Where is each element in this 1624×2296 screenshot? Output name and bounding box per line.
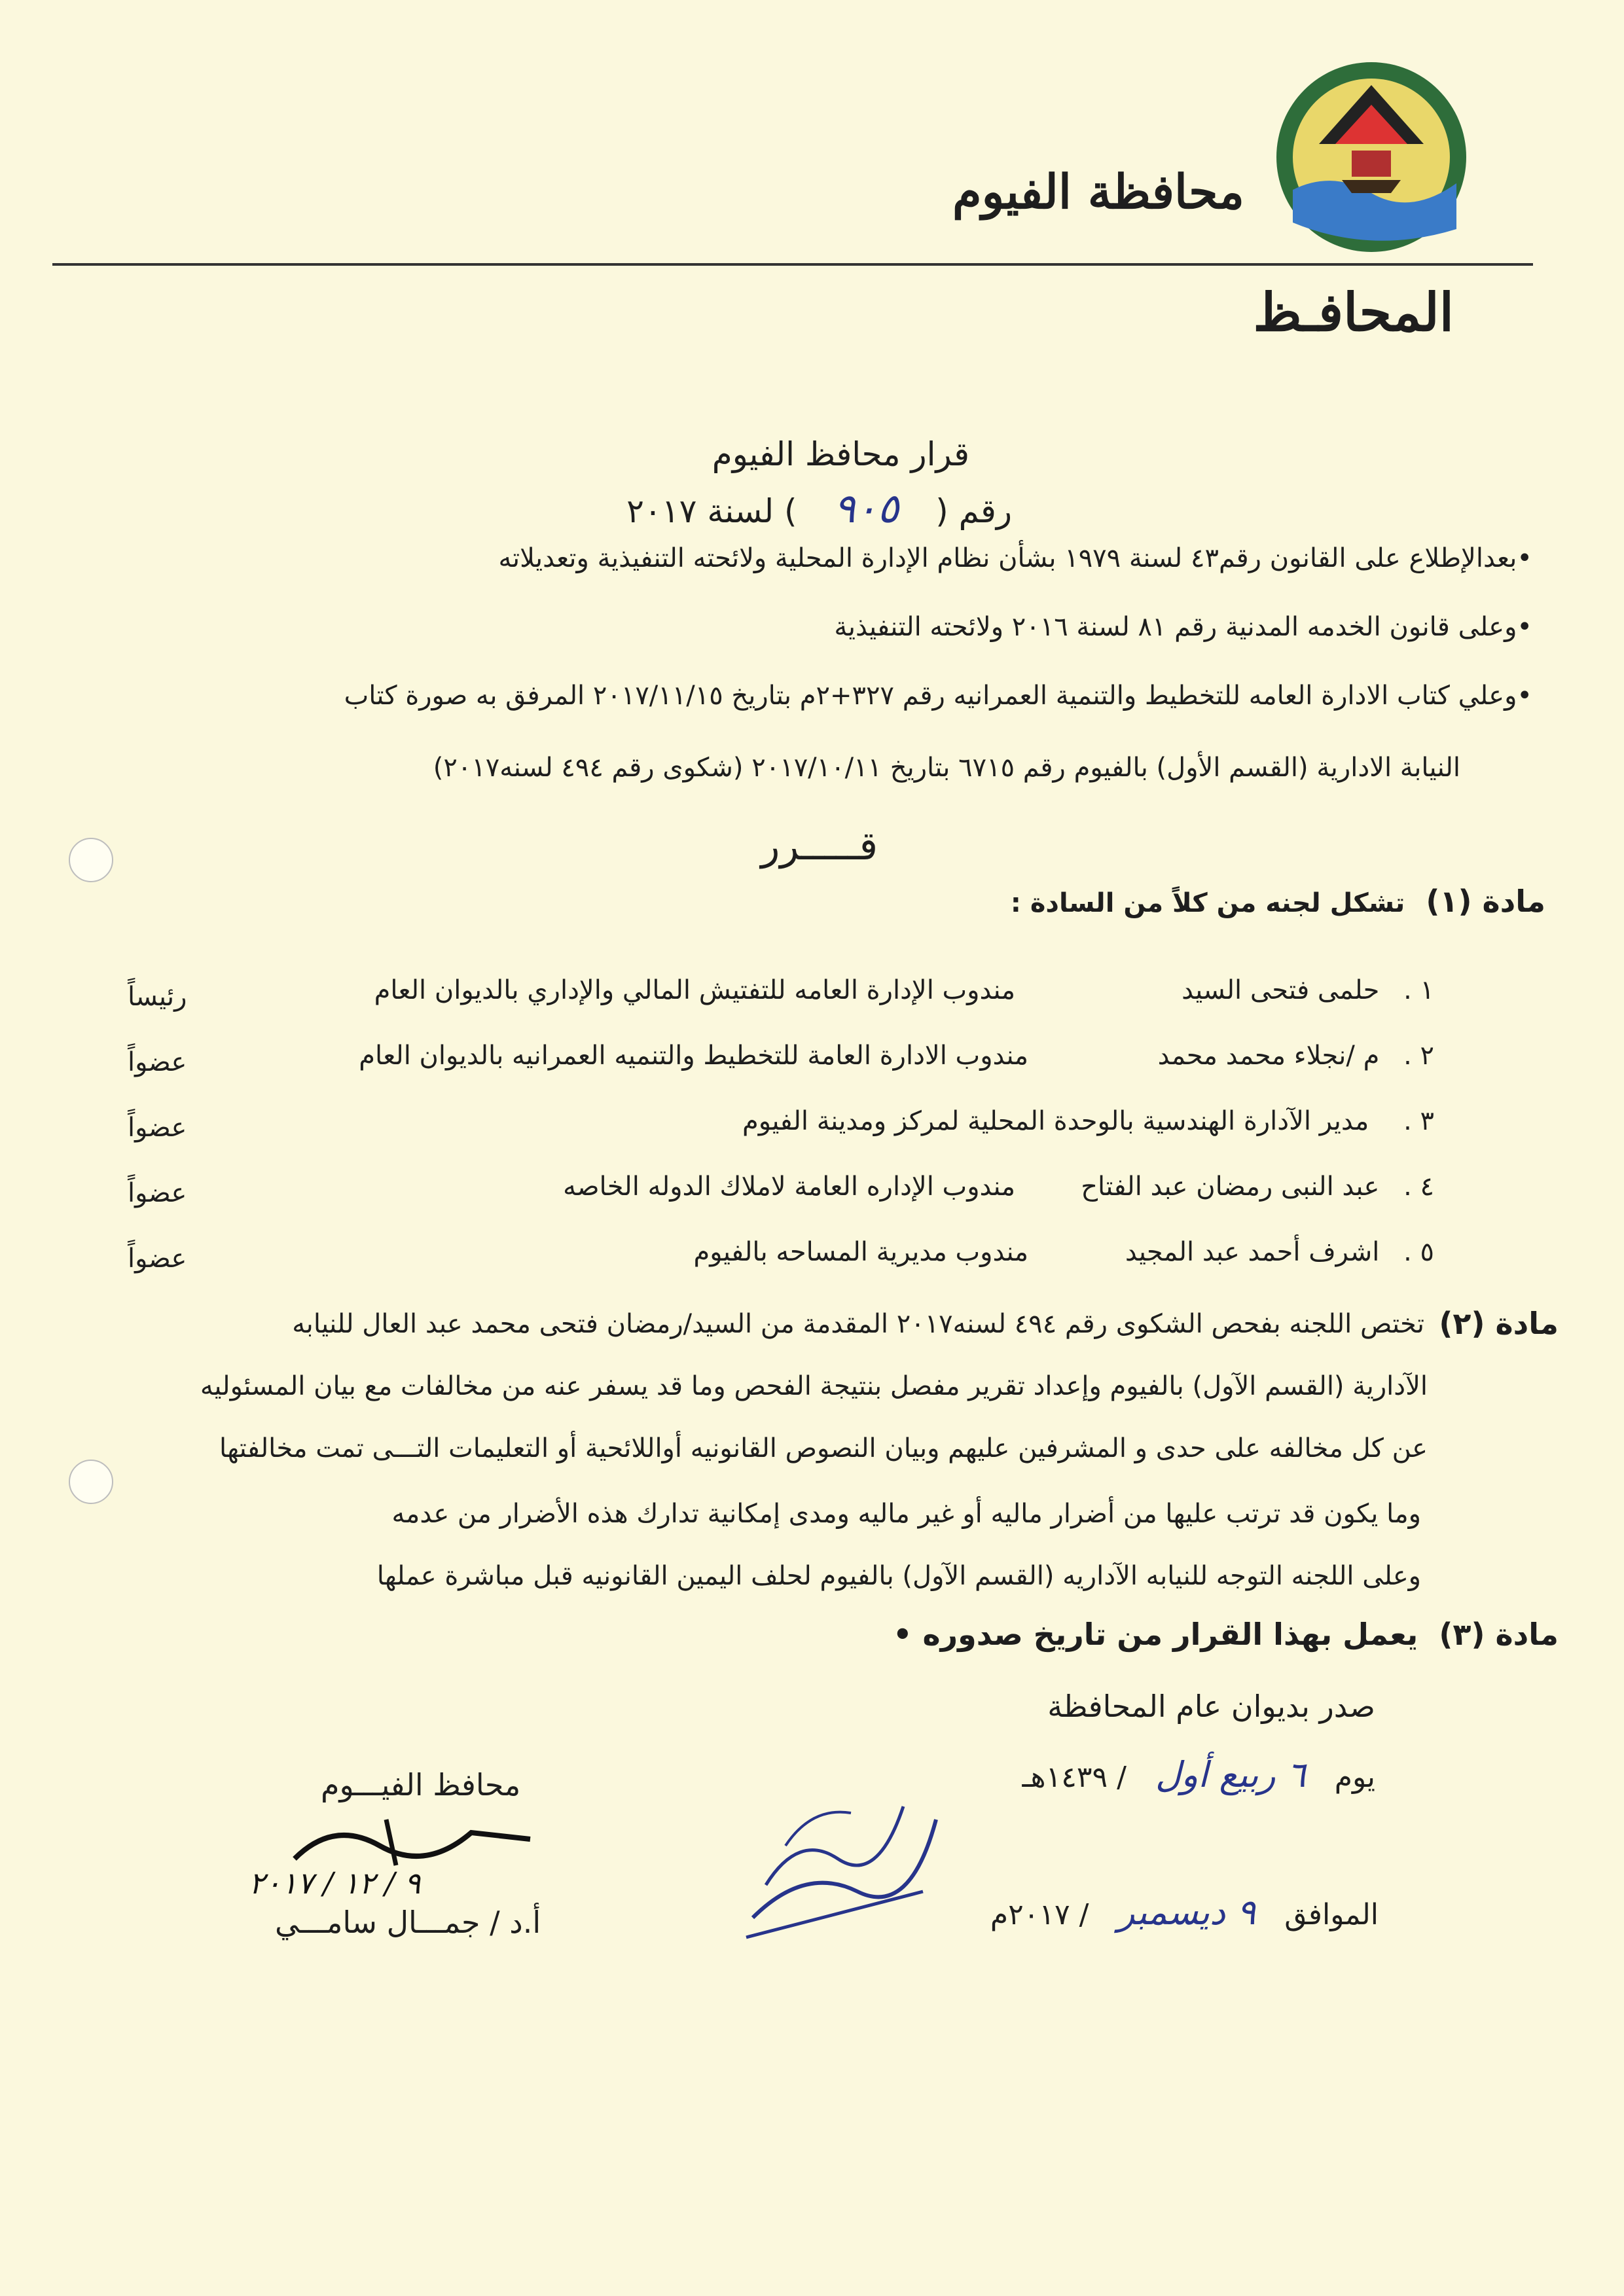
article-2-line: عن كل مخالفه على حدى و المشرفين عليهم وبيان النصوص القانونيه أواللائحية أو التعليمات التـــى تمت مخالفتها [219, 1433, 1428, 1463]
member-name: عبد النبى رمضان عبد الفتاح [1081, 1172, 1380, 1202]
article-3-line [893, 1617, 1559, 1652]
day-label: يوم [1334, 1761, 1375, 1794]
article-1-label: مادة (١) [1426, 884, 1545, 919]
member-role: رئيساً [128, 982, 187, 1012]
decision-heading: قـــــرر [761, 823, 878, 869]
governorate-seal-logo [1273, 59, 1470, 255]
decree-number-line [626, 484, 1012, 532]
member-role: عضواً [128, 1178, 187, 1208]
hijri-date-line [1022, 1754, 1375, 1795]
member-name: حلمى فتحى السيد [1182, 975, 1380, 1005]
decree-number-suffix: ) لسنة ٢٠١٧ [626, 492, 797, 530]
gregorian-date-line [990, 1892, 1379, 1933]
member-number: ٣ . [1403, 1106, 1434, 1136]
article-2-line: تختص اللجنه بفحص الشكوى رقم ٤٩٤ لسنه٢٠١٧ المقدمة من السيد/رمضان فتحى محمد عبد العال للنيابه [292, 1309, 1424, 1339]
punch-hole [69, 838, 113, 882]
preamble-line: •بعدالإطلاع على القانون رقم٤٣ لسنة ١٩٧٩ بشأن نظام الإدارة المحلية ولائحته التنفيذية وتعديلاته [498, 543, 1532, 573]
member-number: ٤ . [1403, 1172, 1434, 1202]
member-name: م /نجلاء محمد محمد [1157, 1041, 1380, 1071]
preamble-line: النيابة الادارية (القسم الأول) بالفيوم رقم ٦٧١٥ بتاريخ ٢٠١٧/١٠/١١ (شكوى رقم ٤٩٤ لسنه٢٠١٧) [433, 753, 1460, 783]
header-divider [52, 263, 1533, 266]
member-position: مدير الآدارة الهندسية بالوحدة المحلية لمركز ومدينة الفيوم [742, 1106, 1369, 1136]
member-row [1158, 1041, 1434, 1071]
muwafiq-label: الموافق [1284, 1898, 1379, 1931]
decree-number-handwritten: ٩٠٥ [833, 484, 899, 532]
article-2-line: وما يكون قد ترتب عليها من أضرار ماليه أو غير ماليه ومدى إمكانية تدارك هذه الأضرار من عدمه [391, 1499, 1421, 1529]
hijri-year: / ١٤٣٩هـ [1022, 1761, 1127, 1794]
member-number: ١ . [1403, 975, 1434, 1005]
article-2-line: وعلى اللجنه التوجه للنيابه الآداريه (القسم الآول) بالفيوم لحلف اليمين القانونيه قبل مباشرة عملها [376, 1561, 1421, 1591]
article-2-label: مادة (٢) [1439, 1306, 1559, 1341]
member-role: عضواً [128, 1244, 187, 1274]
decree-title: قرار محافظ الفيوم [712, 435, 969, 473]
governorate-name: محافظة الفيوم [952, 164, 1244, 219]
member-row [1182, 975, 1434, 1005]
decree-number-prefix: رقم ( [935, 492, 1012, 530]
member-position: مندوب الادارة العامة للتخطيط والتنميه العمرانيه بالديوان العام [359, 1041, 1028, 1071]
member-position: مندوب الإدارة العامه للتفتيش المالي والإداري بالديوان العام [374, 975, 1015, 1005]
reviewer-initials-signature [727, 1767, 949, 1953]
member-row [1125, 1237, 1434, 1267]
member-number: ٢ . [1403, 1041, 1434, 1071]
preamble-line: •وعلي كتاب الادارة العامه للتخطيط والتنمية العمرانيه رقم ٣٢٧+٢م بتاريخ ٢٠١٧/١١/١٥ المرفق به صورة كتاب [344, 681, 1532, 711]
member-position: مندوب الإداره العامة لاملاك الدوله الخاصه [563, 1172, 1015, 1202]
preamble-line: •وعلى قانون الخدمه المدنية رقم ٨١ لسنة ٢٠١٦ ولائحته التنفيذية [834, 612, 1532, 642]
gregorian-date-handwritten: ٩ ديسمبر [1117, 1892, 1256, 1933]
article-2-line: الآدارية (القسم الآول) بالفيوم وإعداد تقرير مفصل بنتيجة الفحص وما قد يسفر عنه من مخالفات مع بيان المسئوليه [200, 1371, 1428, 1401]
article-1-line [1011, 884, 1545, 919]
member-name: اشرف أحمد عبد المجيد [1125, 1237, 1380, 1267]
member-row [1081, 1172, 1434, 1202]
member-role: عضواً [128, 1113, 187, 1143]
member-row [742, 1106, 1434, 1136]
article-3-label: مادة (٣) [1439, 1617, 1559, 1652]
member-number: ٥ . [1403, 1237, 1434, 1267]
member-position: مندوب مديرية المساحه بالفيوم [693, 1237, 1028, 1267]
member-role: عضواً [128, 1047, 187, 1077]
article-3-text: يعمل بهذا القرار من تاريخ صدوره • [893, 1617, 1418, 1652]
punch-hole [69, 1460, 113, 1504]
hijri-date-handwritten: ٦ ربيع أول [1155, 1754, 1306, 1795]
office-title: المحافـظ [1253, 281, 1454, 343]
gregorian-year: / ٢٠١٧م [990, 1898, 1089, 1931]
signature-handwritten-date: ٩ / ١٢ / ٢٠١٧ [249, 1865, 421, 1901]
issued-at: صدر بديوان عام المحافظة [1047, 1689, 1375, 1724]
governor-name: أ.د / جمـــال سامـــي [275, 1905, 541, 1940]
governor-title: محافظ الفيـــوم [321, 1767, 521, 1803]
article-1-text: تشكل لجنه من كلاً من السادة : [1010, 888, 1405, 918]
